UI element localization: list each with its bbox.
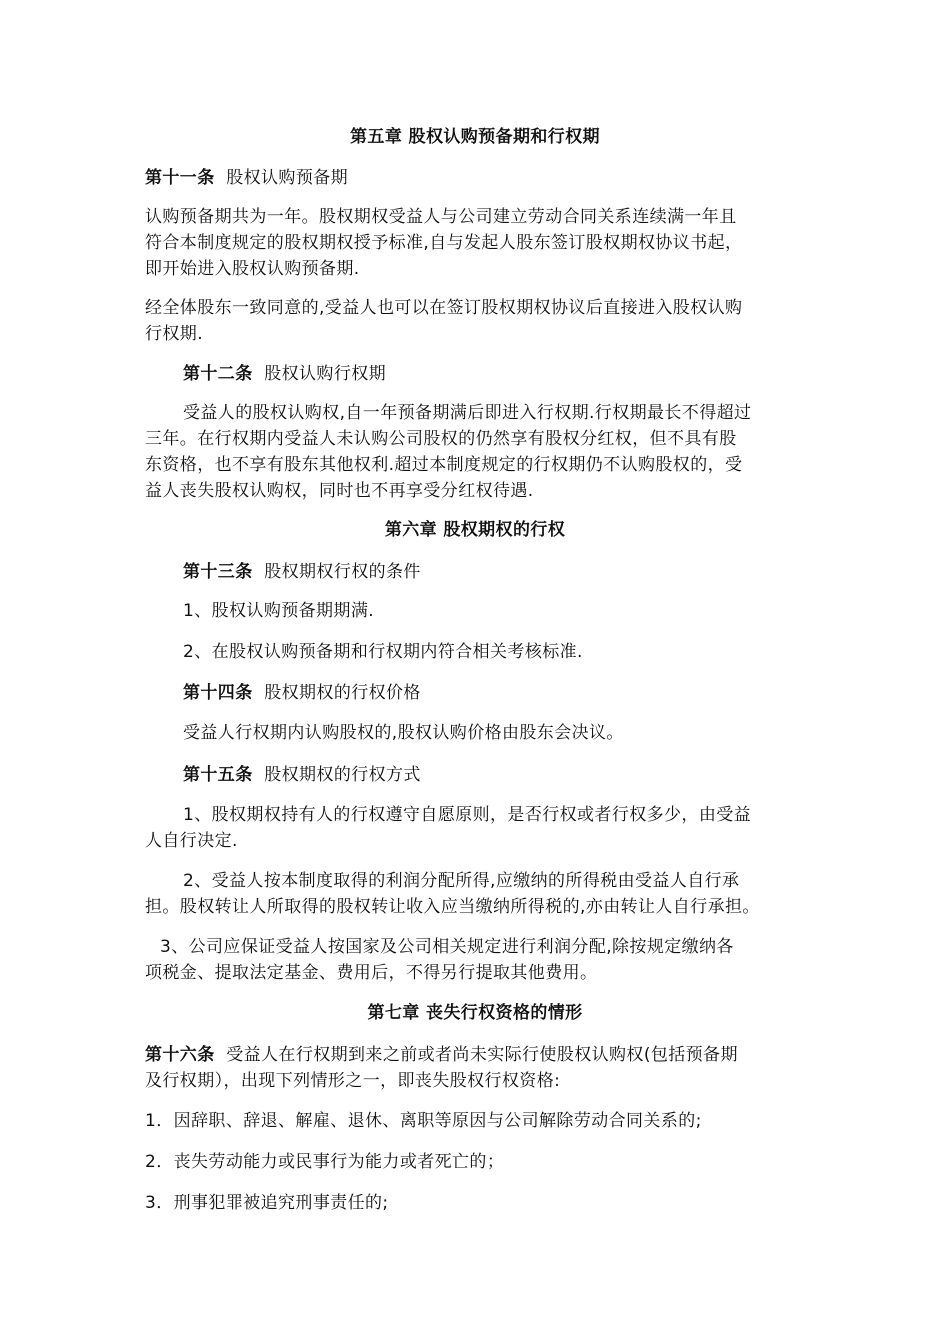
article-13-label: 第十三条 [183,562,253,582]
article-11-heading [145,166,348,190]
paragraph-line: 受益人行权期内认购股权的,股权认购价格由股东会决议。 [183,723,624,743]
paragraph-line: 3、公司应保证受益人按国家及公司相关规定进行利润分配,除按规定缴纳各 [160,937,734,957]
article-11-title: 股权认购预备期 [226,168,349,188]
article-15-label: 第十五条 [183,765,253,785]
article-14-title: 股权期权的行权价格 [264,683,421,703]
article-15-title: 股权期权的行权方式 [264,765,421,785]
paragraph-line: 行权期. [145,324,204,344]
paragraph-line: 2、受益人按本制度取得的利润分配所得,应缴纳的所得税由受益人自行承 [183,871,740,891]
paragraph-line: 项税金、提取法定基金、费用后，不得另行提取其他费用。 [145,963,598,983]
paragraph-line: 认购预备期共为一年。股权期权受益人与公司建立劳动合同关系连续满一年且 [145,207,737,227]
list-item: 3．刑事犯罪被追究刑事责任的; [145,1193,389,1213]
article-11-label: 第十一条 [145,168,215,188]
article-13-title: 股权期权行权的条件 [264,562,421,582]
article-15-heading [183,763,421,787]
paragraph-line: 经全体股东一致同意的,受益人也可以在签订股权期权协议后直接进入股权认购 [145,298,743,318]
paragraph-line: 符合本制度规定的股权期权授予标准,自与发起人股东签订股权期权协议书起， [145,233,743,253]
article-12-label: 第十二条 [183,364,253,384]
article-16-title: 受益人在行权期到来之前或者尚未实际行使股权认购权(包括预备期 [226,1045,738,1065]
article-13-heading [183,560,421,584]
list-item: 2．丧失劳动能力或民事行为能力或者死亡的； [145,1152,505,1172]
paragraph-line: 三年。在行权期内受益人未认购公司股权的仍然享有股权分红权，但不具有股 [145,429,737,449]
paragraph-line: 1、股权期权持有人的行权遵守自愿原则，是否行权或者行权多少，由受益 [183,805,752,825]
paragraph-line: 人自行决定. [145,831,238,851]
chapter-7-title: 第七章 丧失行权资格的情形 [367,1003,583,1023]
paragraph-line: 即开始进入股权认购预备期. [145,259,360,279]
chapter-6-title: 第六章 股权期权的行权 [384,520,566,540]
article-12-title: 股权认购行权期 [264,364,387,384]
list-item: 1．因辞职、辞退、解雇、退休、离职等原因与公司解除劳动合同关系的; [145,1111,702,1131]
paragraph-line: 及行权期），出现下列情形之一，即丧失股权行权资格: [145,1071,561,1091]
article-12-heading [183,362,386,386]
chapter-5-title: 第五章 股权认购预备期和行权期 [350,127,600,147]
list-item: 2、在股权认购预备期和行权期内符合相关考核标准. [183,642,583,662]
article-16-heading [145,1043,738,1067]
paragraph-line: 益人丧失股权认购权，同时也不再享受分红权待遇. [145,481,534,501]
article-14-label: 第十四条 [183,683,253,703]
paragraph-line: 担。股权转让人所取得的股权转让收入应当缴纳所得税的,亦由转让人自行承担。 [145,897,760,917]
paragraph-line: 东资格，也不享有股东其他权利.超过本制度规定的行权期仍不认购股权的，受 [145,455,743,475]
article-16-label: 第十六条 [145,1045,215,1065]
article-14-heading [183,681,421,705]
paragraph-line: 受益人的股权认购权,自一年预备期满后即进入行权期.行权期最长不得超过 [183,403,752,423]
list-item: 1、股权认购预备期期满. [183,601,375,621]
